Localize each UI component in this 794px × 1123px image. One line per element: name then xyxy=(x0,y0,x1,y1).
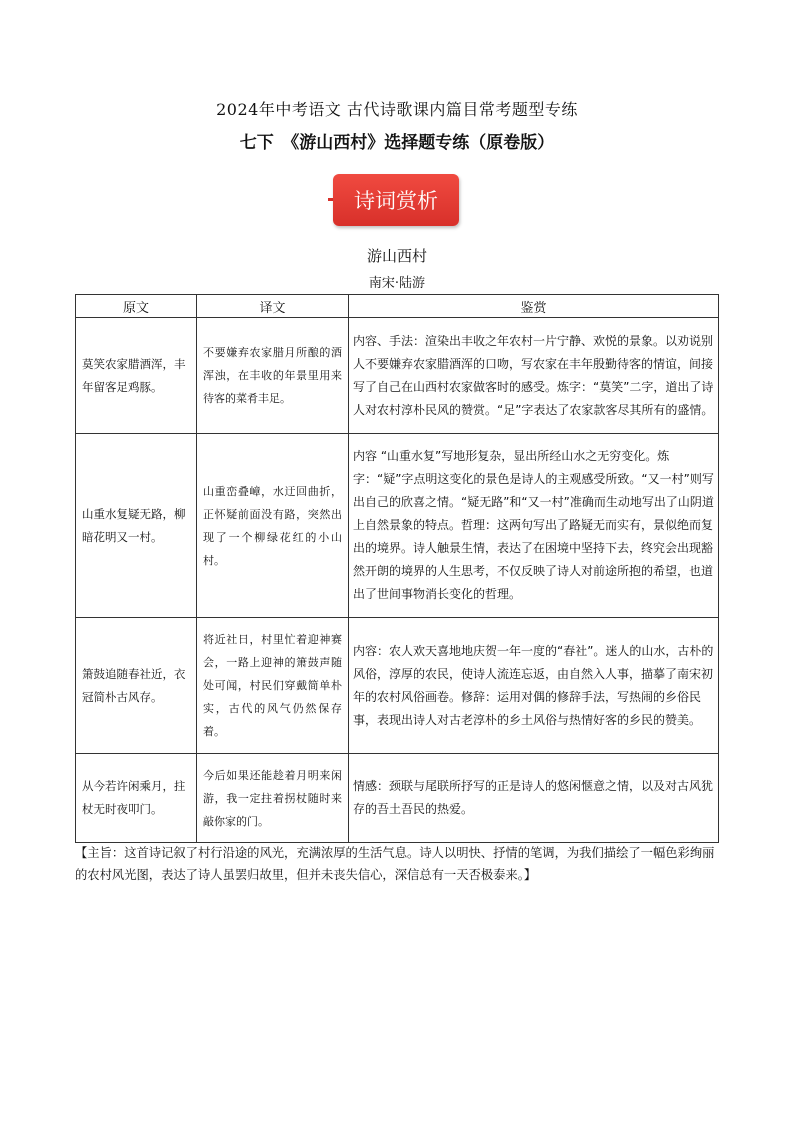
section-badge xyxy=(333,174,459,226)
poem-title: 游山西村 xyxy=(366,247,427,265)
appreciation-text: 内容：农人欢天喜地地庆贺一年一度的“春社”。迷人的山水，古朴的风俗，淳厚的农民，使诗人流连忘返，由自然入人事，描摹了南宋初年的农村风俗画卷。修辞：运用对偶的修辞手法，写热闹的乡俗民事，表现出诗人对古老淳朴的乡土风俗与热情好客的乡民的赞美。 xyxy=(349,618,719,754)
translation-text: 山重峦叠嶂，水迂回曲折，正怀疑前面没有路，突然出现了一个柳绿花红的小山村。 xyxy=(197,434,349,618)
original-text: 箫鼓追随春社近，衣冠简朴古风存。 xyxy=(76,618,197,754)
column-header-translation: 译文 xyxy=(197,295,349,318)
document-title: 2024年中考语文 古代诗歌课内篇目常考题型专练 xyxy=(216,100,578,119)
translation-text: 今后如果还能趁着月明来闲游，我一定拄着拐杖随时来敲你家的门。 xyxy=(197,754,349,843)
table-row xyxy=(76,434,719,618)
translation-text: 不要嫌弃农家腊月所酿的酒浑浊，在丰收的年景里用来待客的菜肴丰足。 xyxy=(197,318,349,434)
appreciation-text: 内容、手法：渲染出丰收之年农村一片宁静、欢悦的景象。以劝说别人不要嫌弃农家腊酒浑的口吻，写农家在丰年殷勤待客的情谊，间接写了自己在山西村农家做客时的感受。炼字：“莫笑”二字，道出了诗人对农村淳朴民风的赞赏。“足”字表达了农家款客尽其所有的盛情。 xyxy=(349,318,719,434)
table-row xyxy=(76,754,719,843)
summary-paragraph: 【主旨：这首诗记叙了村行沿途的风光，充满浓厚的生活气息。诗人以明快、抒情的笔调，为我们描绘了一幅色彩绚丽的农村风光图，表达了诗人虽罢归故里，但并未丧失信心，深信总有一天否极泰来。】 xyxy=(75,846,715,882)
table-header-row xyxy=(76,295,719,318)
translation-text: 将近社日，村里忙着迎神赛会，一路上迎神的箫鼓声随处可闻，村民们穿戴简单朴实，古代的风气仍然保存着。 xyxy=(197,618,349,754)
original-text: 莫笑农家腊酒浑，丰年留客足鸡豚。 xyxy=(76,318,197,434)
column-header-appreciation: 鉴赏 xyxy=(349,295,719,318)
section-badge-label: 诗词赏析 xyxy=(333,174,459,226)
table-row xyxy=(76,618,719,754)
original-text: 山重水复疑无路，柳暗花明又一村。 xyxy=(76,434,197,618)
table-row xyxy=(76,318,719,434)
appreciation-text: 情感：颈联与尾联所抒写的正是诗人的悠闲惬意之情，以及对古风犹存的吾土吾民的热爱。 xyxy=(349,754,719,843)
analysis-table xyxy=(75,294,719,843)
appreciation-text: 内容 “山重水复”写地形复杂，显出所经山水之无穷变化。炼字：“疑”字点明这变化的景色是诗人的主观感受所致。“又一村”则写出自己的欣喜之情。“疑无路”和“又一村”准确而生动地写出了山阴道上自然景象的特点。哲理：这两句写出了路疑无而实有，景似绝而复出的境界。诗人触景生情，表达了在困境中坚持下去，终究会出现豁然开朗的境界的人生思考，不仅反映了诗人对前途所抱的希望，也道出了世间事物消长变化的哲理。 xyxy=(349,434,719,618)
column-header-original: 原文 xyxy=(76,295,197,318)
document-subtitle: 七下 《游山西村》选择题专练（原卷版） xyxy=(239,133,555,153)
original-text: 从今若许闲乘月，拄杖无时夜叩门。 xyxy=(76,754,197,843)
poem-author: 南宋·陆游 xyxy=(368,276,426,291)
